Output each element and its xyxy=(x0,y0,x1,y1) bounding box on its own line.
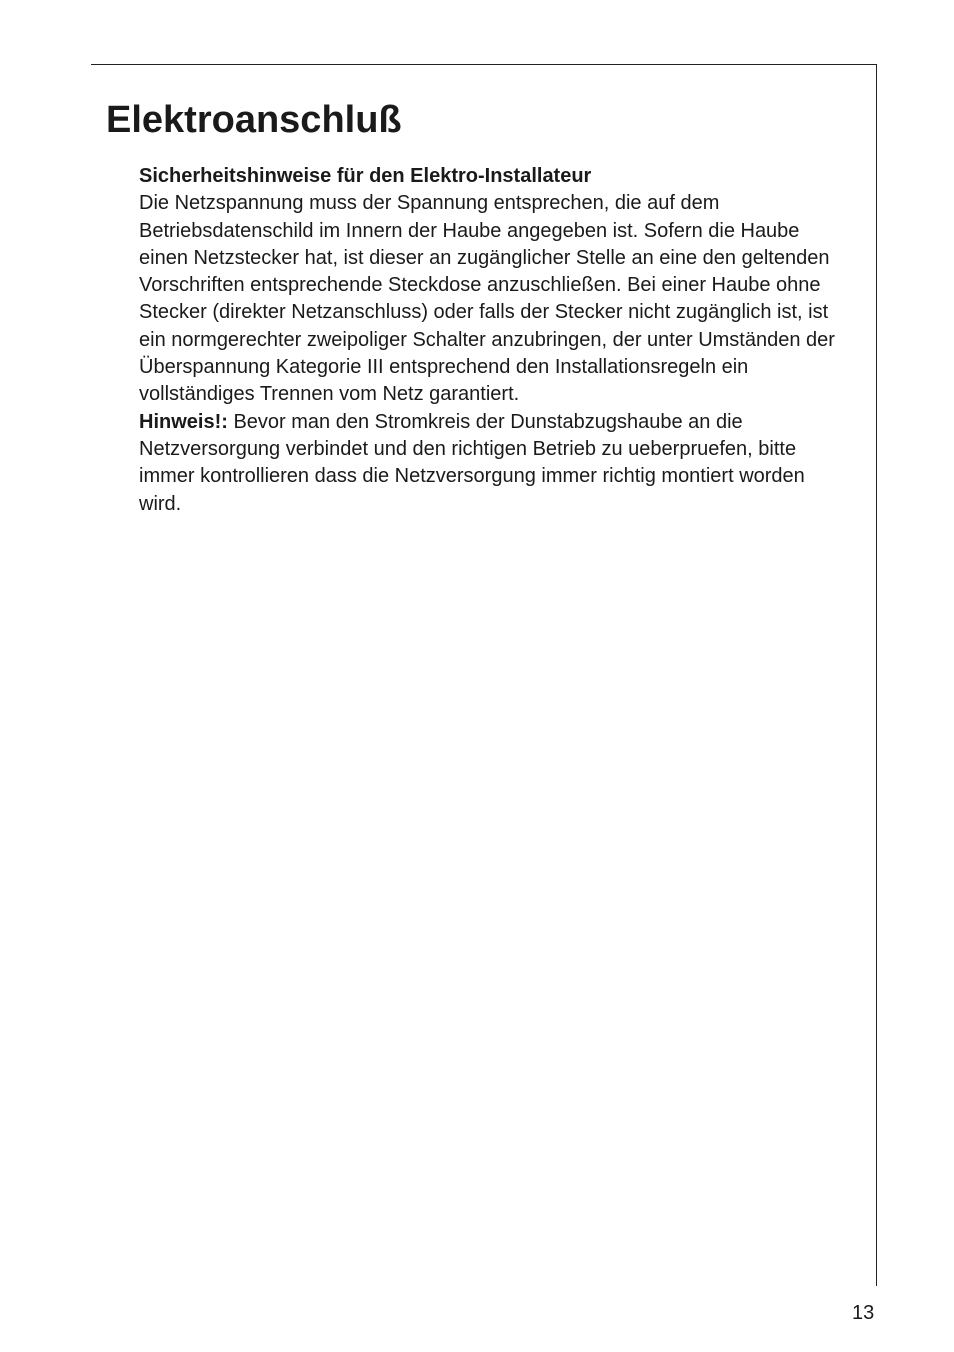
note-paragraph xyxy=(139,409,849,518)
section-body: Die Netzspannung muss der Spannung entsprechen, die auf dem Betriebsdatenschild im Innern der Haube angegeben ist. Sofern die Haube einen Netzstecker hat, ist dieser an zugänglicher Stelle an eine den geltenden Vorschriften entsprechende Steckdose anzuschließen. Bei einer Haube ohne Stecker (direkter Netzanschluss) oder falls der Stecker nicht zugänglich ist, ist ein normgerechter zweipoliger Schalter anzubringen, der unter Umständen der Überspannung Kategorie III entsprechend den Installationsregeln ein vollständiges Trennen vom Netz garantiert. xyxy=(139,192,835,406)
section-heading: Sicherheitshinweise für den Elektro-Installateur xyxy=(139,165,592,187)
right-border-line xyxy=(876,64,877,1286)
page-number: 13 xyxy=(852,1302,875,1324)
page-title: Elektroanschluß xyxy=(106,99,402,141)
top-border-line xyxy=(91,64,877,65)
section-content xyxy=(139,163,849,518)
note-label: Hinweis!: xyxy=(139,410,228,433)
note-text: Bevor man den Stromkreis der Dunstabzugshaube an die Netzversorgung verbindet und den richtigen Betrieb zu ueberpruefen, bitte immer kontrollieren dass die Netzversorgung immer richtig montiert worden wird. xyxy=(139,410,805,515)
